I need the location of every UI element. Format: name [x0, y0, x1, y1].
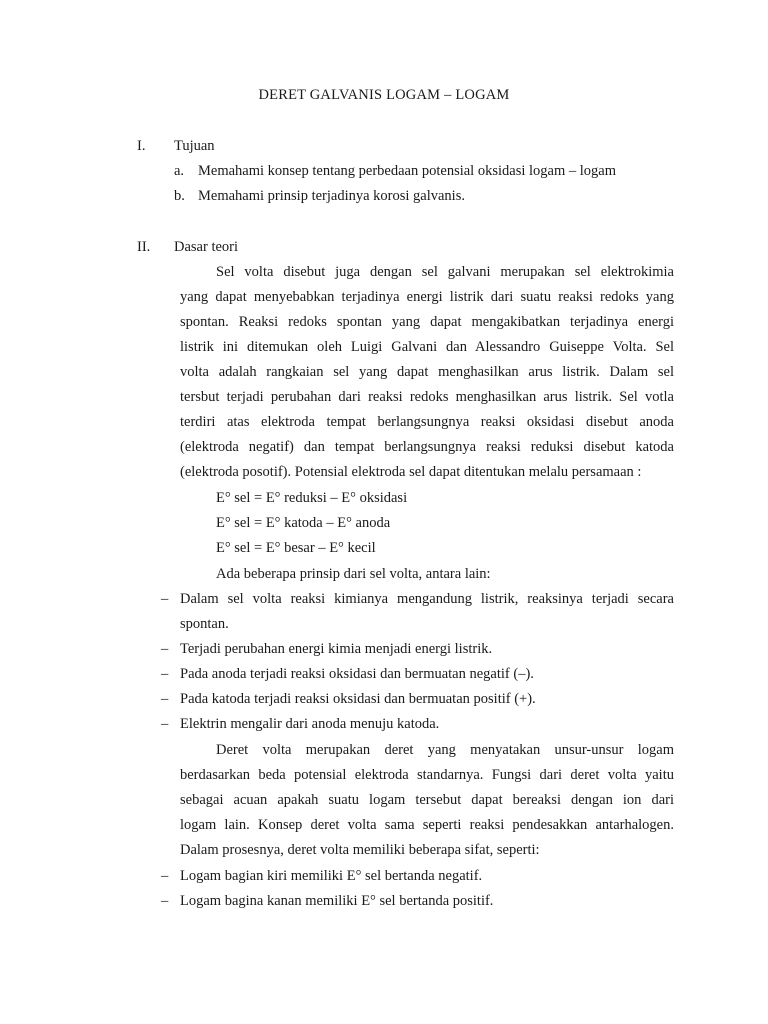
objective-b-marker: b.	[174, 188, 185, 204]
paragraph-2-line: berdasarkan beda potensial elektroda standarnya. Fungsi dari deret volta yaitu	[180, 767, 674, 783]
principle-item: Elektrin mengalir dari anoda menuju katoda.	[180, 716, 440, 732]
list-dash: –	[161, 893, 169, 909]
paragraph-2-line: sebagai acuan apakah suatu logam tersebut dapat bereaksi dengan ion dari	[180, 792, 674, 808]
principle-item: Pada katoda terjadi reaksi oksidasi dan bermuatan positif (+).	[180, 691, 536, 707]
paragraph-1-line: terdiri atas elektroda tempat berlangsungnya reaksi oksidasi disebut anoda	[180, 414, 674, 430]
document-title: DERET GALVANIS LOGAM – LOGAM	[258, 87, 510, 103]
list-dash: –	[161, 691, 169, 707]
paragraph-1-line: volta adalah rangkaian sel yang dapat menghasilkan arus listrik. Dalam sel	[180, 364, 674, 380]
paragraph-1-line: spontan. Reaksi redoks spontan yang dapat mengakibatkan terjadinya energi	[180, 314, 674, 330]
section-2-heading: Dasar teori	[174, 239, 239, 255]
section-1-heading: Tujuan	[174, 138, 215, 154]
paragraph-1-line: (elektroda posotif). Potensial elektroda sel dapat ditentukan melalu persamaan :	[180, 464, 642, 480]
list-dash: –	[161, 868, 169, 884]
principle-item-continuation: spontan.	[180, 616, 229, 632]
section-2-numeral: II.	[137, 239, 151, 255]
paragraph-1-line: Sel volta disebut juga dengan sel galvani merupakan sel elektrokimia	[216, 264, 674, 280]
paragraph-1-line: yang dapat menyebabkan terjadinya energi listrik dari suatu reaksi redoks yang	[180, 289, 674, 305]
equation: E° sel = E° katoda – E° anoda	[216, 515, 391, 531]
equation: E° sel = E° reduksi – E° oksidasi	[216, 490, 408, 506]
objective-a-text: Memahami konsep tentang perbedaan potensial oksidasi logam – logam	[198, 163, 616, 179]
list-dash: –	[161, 641, 169, 657]
section-1-numeral: I.	[137, 138, 146, 154]
objective-b-text: Memahami prinsip terjadinya korosi galvanis.	[198, 188, 465, 204]
principles-intro: Ada beberapa prinsip dari sel volta, antara lain:	[216, 566, 491, 582]
property-item: Logam bagina kanan memiliki E° sel bertanda positif.	[180, 893, 494, 909]
paragraph-2-line: Dalam prosesnya, deret volta memiliki beberapa sifat, seperti:	[180, 842, 540, 858]
paragraph-2-line: logam lain. Konsep deret volta sama seperti reaksi pendesakkan antarhalogen.	[180, 817, 674, 833]
list-dash: –	[161, 716, 169, 732]
property-item: Logam bagian kiri memiliki E° sel bertanda negatif.	[180, 868, 483, 884]
paragraph-1-line: (elektroda negatif) dan tempat berlangsungnya reaksi reduksi disebut katoda	[180, 439, 674, 455]
list-dash: –	[161, 666, 169, 682]
paragraph-2-line: Deret volta merupakan deret yang menyatakan unsur-unsur logam	[216, 742, 674, 758]
list-dash: –	[161, 591, 169, 607]
principle-item: Terjadi perubahan energi kimia menjadi energi listrik.	[180, 641, 493, 657]
principle-item: Dalam sel volta reaksi kimianya mengandung listrik, reaksinya terjadi secara	[180, 591, 674, 607]
principle-item: Pada anoda terjadi reaksi oksidasi dan bermuatan negatif (–).	[180, 666, 534, 682]
equation: E° sel = E° besar – E° kecil	[216, 540, 376, 556]
objective-a-marker: a.	[174, 163, 185, 179]
paragraph-1-line: listrik ini ditemukan oleh Luigi Galvani dan Alessandro Guiseppe Volta. Sel	[180, 339, 674, 355]
paragraph-1-line: tersbut terjadi perubahan dari reaksi redoks menghasilkan arus listrik. Sel votla	[180, 389, 674, 405]
